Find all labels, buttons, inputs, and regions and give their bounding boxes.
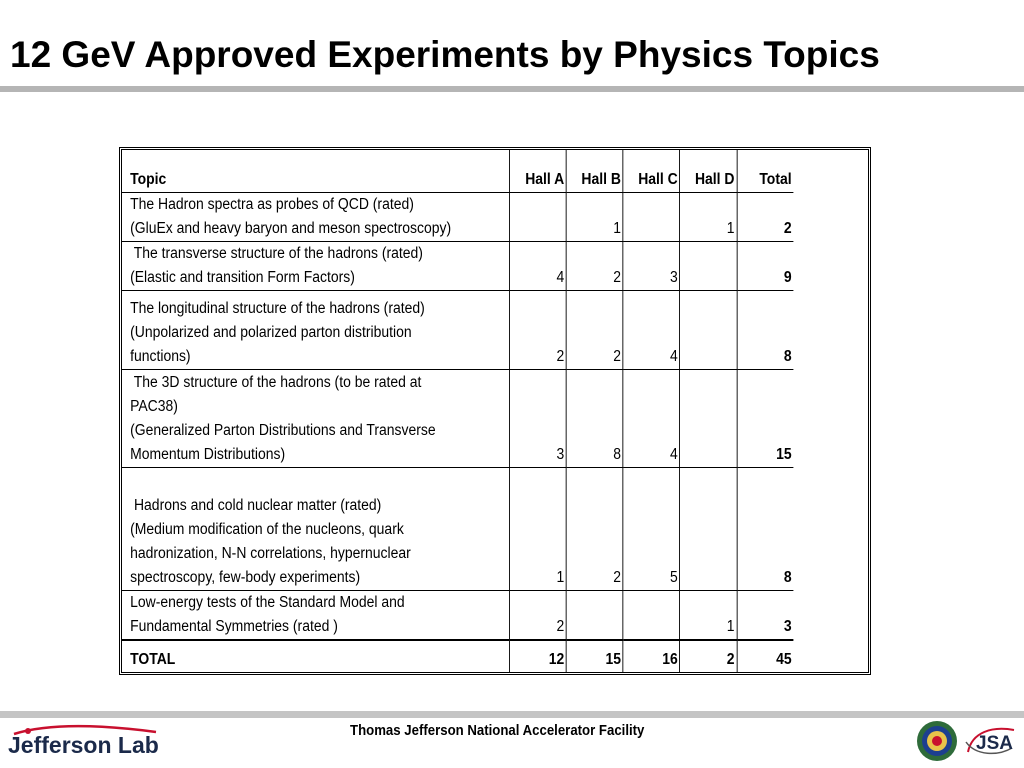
count-hall-a: 2 [510, 590, 567, 640]
topic-line: (Unpolarized and polarized parton distribution [130, 323, 412, 341]
slide-title: 12 GeV Approved Experiments by Physics Topics [10, 34, 880, 75]
count-hall-b: 8 [566, 369, 623, 467]
total-hall-a: 12 [510, 640, 567, 672]
totals-label: TOTAL [122, 640, 510, 672]
table-row [122, 467, 793, 590]
logo-left-text: Jefferson Lab [8, 732, 159, 758]
count-total: 2 [737, 192, 794, 241]
title-divider [0, 86, 1024, 92]
total-hall-b: 15 [566, 640, 623, 672]
column-header-hall-a: Hall A [510, 150, 567, 192]
count-hall-b: 2 [566, 467, 623, 590]
count-hall-d [680, 369, 737, 467]
topic-line: functions) [130, 347, 191, 365]
jefferson-lab-logo [6, 722, 166, 762]
column-header-hall-c: Hall C [623, 150, 680, 192]
count-total: 3 [737, 590, 794, 640]
topic-line: Momentum Distributions) [130, 445, 286, 463]
footer-divider [0, 711, 1024, 718]
column-header-hall-b: Hall B [566, 150, 623, 192]
topic-line: (Medium modification of the nucleons, quark [130, 520, 404, 538]
topic-line: PAC38) [130, 397, 178, 415]
table-row [122, 590, 793, 640]
count-hall-a: 1 [510, 467, 567, 590]
count-hall-a: 3 [510, 369, 567, 467]
count-hall-a: 4 [510, 241, 567, 290]
topic-line: Low-energy tests of the Standard Model and [130, 593, 405, 611]
count-hall-b: 1 [566, 192, 623, 241]
topic-cell [122, 369, 510, 467]
count-total: 8 [737, 467, 794, 590]
count-total: 9 [737, 241, 794, 290]
count-hall-b: 2 [566, 290, 623, 369]
column-header-topic: Topic [122, 150, 510, 192]
topic-line: Fundamental Symmetries (rated ) [130, 617, 338, 635]
doe-seal-icon [916, 720, 958, 762]
table-row [122, 192, 793, 241]
footer-institution: Thomas Jefferson National Accelerator Facility [350, 722, 645, 739]
count-hall-d [680, 467, 737, 590]
count-hall-c: 5 [623, 467, 680, 590]
count-hall-a: 2 [510, 290, 567, 369]
count-hall-d: 1 [680, 590, 737, 640]
topic-cell [122, 590, 510, 640]
count-hall-c: 4 [623, 290, 680, 369]
logo-right-text: JSA [976, 733, 1013, 754]
total-total: 45 [737, 640, 794, 672]
count-hall-c [623, 590, 680, 640]
count-total: 8 [737, 290, 794, 369]
count-hall-d: 1 [680, 192, 737, 241]
column-header-hall-d: Hall D [680, 150, 737, 192]
topic-line: The 3D structure of the hadrons (to be rated at [130, 373, 422, 391]
topic-cell [122, 467, 510, 590]
count-hall-a [510, 192, 567, 241]
count-hall-d [680, 290, 737, 369]
topic-line: spectroscopy, few-body experiments) [130, 568, 361, 586]
topic-cell [122, 290, 510, 369]
column-header-total: Total [737, 150, 794, 192]
topic-line: The transverse structure of the hadrons (rated) [130, 244, 423, 262]
topic-line: (Generalized Parton Distributions and Transverse [130, 421, 436, 439]
topic-line: hadronization, N-N correlations, hypernuclear [130, 544, 411, 562]
table-row [122, 290, 793, 369]
topic-cell [122, 192, 510, 241]
table-row [122, 369, 793, 467]
topic-line: Hadrons and cold nuclear matter (rated) [130, 496, 382, 514]
count-total: 15 [737, 369, 794, 467]
count-hall-c: 3 [623, 241, 680, 290]
experiments-table [122, 150, 793, 672]
topic-line: The longitudinal structure of the hadrons (rated) [130, 299, 425, 317]
topic-line: The Hadron spectra as probes of QCD (rated) [130, 195, 414, 213]
count-hall-b: 2 [566, 241, 623, 290]
count-hall-b [566, 590, 623, 640]
total-hall-c: 16 [623, 640, 680, 672]
topic-line: (GluEx and heavy baryon and meson spectroscopy) [130, 219, 452, 237]
experiments-table-frame [119, 147, 871, 675]
total-hall-d: 2 [680, 640, 737, 672]
totals-row [122, 640, 793, 672]
topic-line: (Elastic and transition Form Factors) [130, 268, 355, 286]
count-hall-c [623, 192, 680, 241]
jsa-logo [962, 722, 1020, 760]
topic-cell [122, 241, 510, 290]
count-hall-d [680, 241, 737, 290]
count-hall-c: 4 [623, 369, 680, 467]
table-row [122, 241, 793, 290]
